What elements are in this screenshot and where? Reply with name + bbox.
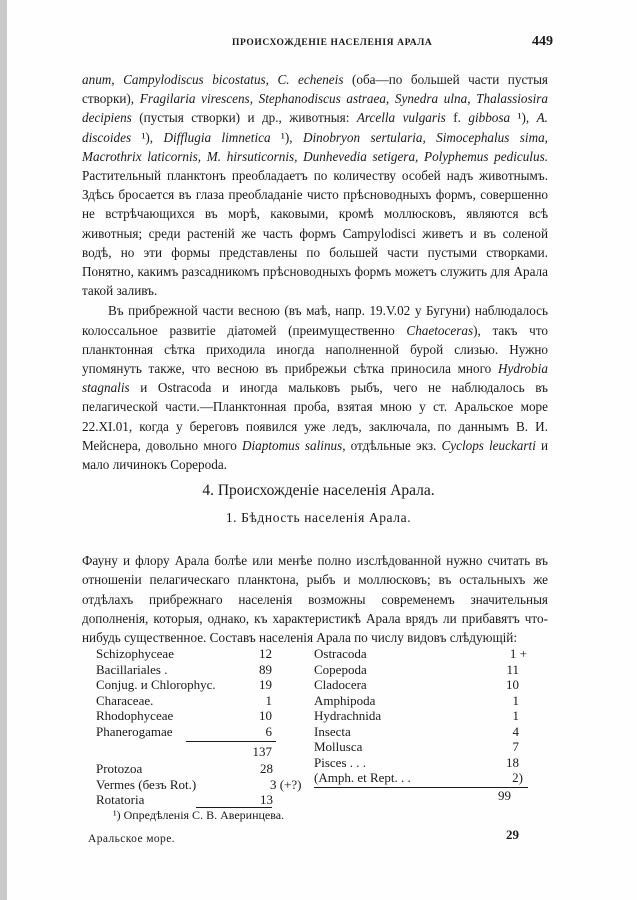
- subtotal-rule: [186, 741, 276, 742]
- total-value: 99: [498, 788, 511, 803]
- text-run: ), такъ что планктонная сѣтка приходила иногда наполненной бурой слизью. Нужно упомянуть также, что весною въ прибрежьи сѣтка приносила много: [82, 322, 549, 377]
- table-row: [314, 693, 539, 709]
- row-value: 19: [259, 677, 272, 692]
- text-run: ¹),: [510, 110, 537, 126]
- species-names: Arcella vulgaris: [356, 110, 446, 126]
- row-value: 1: [265, 692, 272, 708]
- text-run: f.: [445, 110, 469, 126]
- table-row: [96, 708, 286, 724]
- paragraph-2: [82, 301, 548, 474]
- species-names: anum, Campylodiscus bicostatus, C. echeneis: [82, 72, 344, 87]
- row-label: Pisces . . .: [314, 754, 366, 770]
- main-text: [82, 70, 548, 474]
- table-row: [96, 662, 286, 678]
- species-names: A. discoides: [82, 110, 548, 145]
- row-label: Hydrachnida: [314, 708, 382, 723]
- species-table-left-extra: [96, 761, 316, 808]
- footnote: ¹) Опредѣленія С. В. Аверинцева.: [113, 808, 285, 822]
- table-row: [314, 708, 539, 724]
- table-row: [96, 792, 316, 808]
- paragraph-1: [82, 70, 548, 300]
- row-value: 4: [512, 723, 519, 739]
- paragraph-3: [82, 538, 548, 660]
- species-names: Hydrobia stagnalis: [82, 361, 548, 396]
- table-row: [96, 646, 286, 662]
- species-table-right: [314, 646, 539, 786]
- row-value: 10: [506, 677, 519, 692]
- table-row: [314, 755, 539, 771]
- species-total: [314, 788, 539, 804]
- row-value: 13: [260, 792, 273, 807]
- row-value: 11: [506, 661, 519, 677]
- text-run: Въ прибрежной части весною (въ маѣ, напр. 19.V.02 у Бугуни) наблюдалось колоссальное развитіе діатомей (преимущественно: [82, 303, 548, 338]
- text-run: и Ostracoda и иногда мальковъ рыбъ, чего не наблюдалось въ пелагической части.—Планктонная проба, взятая мною у ст. Аральское море 22.XI.01, когда у береговъ появился уже ледъ, заключала, по даннымъ В. И. Мейснера, довольно много: [82, 380, 548, 453]
- row-value: 7: [512, 739, 519, 754]
- table-row: [96, 761, 316, 777]
- row-label: Schizophyceae: [96, 646, 174, 661]
- running-title: ПРОИСХОЖДЕНІЕ НАСЕЛЕНІЯ АРАЛА: [232, 38, 433, 48]
- table-row: [314, 662, 539, 678]
- species-names: Fragilaria virescens, Stephanodiscus astraea, Synedra ulna, Thalassiosira decipiens: [82, 91, 549, 126]
- text-run: Растительный планктонъ преобладаетъ по количеству особей надъ животнымъ. Здѣсь бросается въ глаза преобладаніе чисто прѣсноводныхъ формъ, совершенно не встрѣчающихся въ морѣ, каковыми, кромѣ моллюсковъ, являются всѣ животныя; среди растеній же часть формъ Campylodisci живетъ и въ соленой водѣ, но эти формы представлены по большей части пустыми створками. Понятно, какимъ разсадникомъ прѣсноводныхъ формъ можетъ служить для Арала такой заливъ.: [82, 168, 548, 299]
- species-subtotal: [96, 744, 286, 760]
- table-row: [314, 724, 539, 740]
- table-row: [314, 770, 539, 786]
- subtotal-value: 137: [252, 744, 272, 759]
- row-label: Characeae.: [96, 692, 154, 708]
- row-label: Insecta: [314, 723, 351, 739]
- subtotal-row: [96, 744, 286, 760]
- page-number: 449: [532, 34, 553, 49]
- row-label: Cladocera: [314, 677, 367, 692]
- row-label: Ostracoda: [314, 646, 367, 661]
- row-value: 1: [512, 708, 519, 723]
- footer-signature: 29: [506, 827, 519, 842]
- species-names: Dinobryon sertularia, Simocephalus sima, Macrothrix laticornis, M. hirsuticornis, Dunhevedia setigera, Polyphemus pediculus.: [82, 129, 548, 164]
- table-row: [96, 777, 316, 793]
- text-run: ¹),: [131, 129, 164, 145]
- row-label: Protozoa: [96, 761, 143, 776]
- row-value: 89: [259, 661, 272, 677]
- row-label: Conjug. и Chlorophyc.: [96, 677, 216, 692]
- table-row: [314, 646, 539, 662]
- row-value: 1 +: [509, 646, 527, 661]
- row-value: 10: [259, 708, 272, 723]
- row-label: Phanerogamae: [96, 723, 173, 739]
- row-value: 18: [506, 754, 519, 770]
- row-label: Amphipoda: [314, 692, 376, 708]
- table-row: [96, 724, 286, 740]
- species-names: gibbosa: [468, 110, 511, 126]
- species-names: Diaptomus salinus: [241, 437, 343, 453]
- table-row: [314, 677, 539, 693]
- subsection-title: 1. Бѣдность населенія Арала.: [225, 510, 412, 525]
- text-run: (оба—по большей части пустыя створки),: [82, 72, 548, 107]
- row-value: 2): [512, 770, 523, 785]
- species-names: Difflugia limnetica: [163, 129, 271, 145]
- row-label: Rotatoria: [96, 792, 145, 807]
- row-value: 6: [265, 723, 272, 739]
- species-names: Chaetoceras: [406, 322, 474, 338]
- row-label: Copepoda: [314, 661, 367, 677]
- table-row: [96, 693, 286, 709]
- row-value: 3 (+?): [270, 776, 302, 792]
- table-row: [314, 739, 539, 755]
- species-names: Cyclops leuckarti: [441, 437, 536, 453]
- text-run: и мало личинокъ Copepoda.: [82, 437, 549, 473]
- text-run: ¹),: [270, 129, 303, 145]
- total-row: [314, 788, 539, 804]
- row-label: Mollusca: [314, 739, 363, 754]
- row-label: Rhodophyceae: [96, 708, 174, 723]
- row-label: Bacillariales .: [96, 661, 168, 677]
- row-value: 12: [259, 646, 272, 661]
- scan-gutter: [0, 0, 7, 900]
- footer-series-title: Аральское море.: [88, 833, 175, 845]
- row-value: 28: [260, 761, 273, 776]
- text-run: (пустыя створки) и др., животныя:: [131, 110, 357, 126]
- row-label: Vermes (безъ Rot.): [96, 776, 197, 792]
- row-value: 1: [512, 692, 519, 708]
- row-label: (Amph. et Rept. . .: [314, 770, 411, 785]
- paragraph-3-text: Фауну и флору Арала болѣе или менѣе полно изслѣдованной нужно считать въ отношеніи пелагическаго планктона, рыбъ и моллюсковъ; въ остальныхъ же отдѣлахъ прибрежнаго населенія возможны современемъ значительныя дополненія, которыя, однако, къ характеристикѣ Арала врядъ ли прибавятъ что-нибудь существенное. Составъ населенія Арала по числу видовъ слѣдующій:: [82, 553, 548, 645]
- text-run: , отдѣльные экз.: [342, 437, 442, 453]
- species-table-left: [96, 646, 286, 739]
- section-title: 4. Происхожденіе населенія Арала.: [202, 482, 435, 499]
- table-row: [96, 677, 286, 693]
